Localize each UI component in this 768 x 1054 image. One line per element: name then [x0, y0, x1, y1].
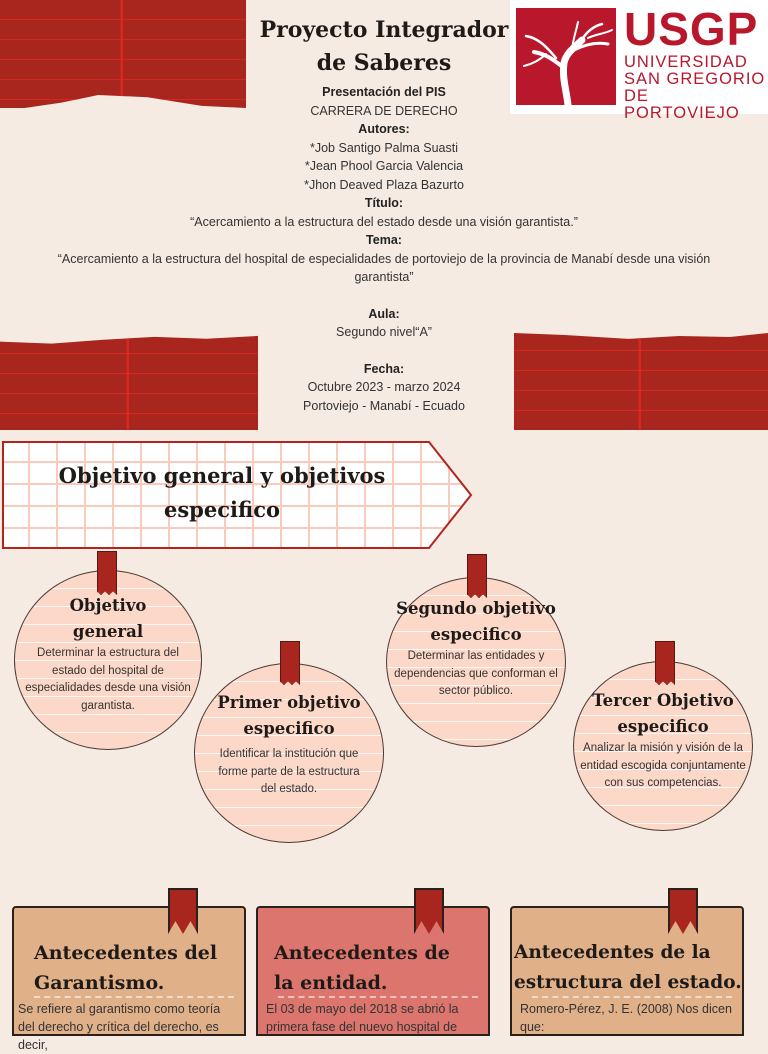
objective-text: Determinar las entidades y dependencias que conforman el sector público. [394, 650, 558, 697]
objective-title: Segundo objetivo [396, 599, 556, 618]
tape-icon [97, 551, 117, 595]
card-title-line: Garantismo. [34, 972, 165, 994]
objective-text: Determinar la estructura del estado del hospital de especialidades desde una visión garantista. [25, 647, 191, 712]
banner-heading [22, 459, 422, 527]
author: *Jhon Deaved Plaza Bazurto [304, 177, 464, 192]
objective-title: general [72, 622, 144, 641]
logo-line: DE PORTOVIEJO [624, 87, 740, 122]
date-label: Fecha: [363, 361, 405, 376]
objective-text: Analizar la misión y visión de la entidad escogida conjuntamente con sus competencias. [580, 742, 746, 789]
project-topic: “Acercamiento a la estructura del hospital de especialidades de portoviejo de la provincia de Manabí desde una visión garantista” [57, 251, 711, 284]
card-title [514, 938, 742, 998]
authors-label: Autores: [358, 122, 410, 136]
objective-title: especifico [243, 719, 335, 738]
project-info [40, 83, 728, 415]
card-text: Romero-Pérez, J. E. (2008) Nos dicen que: [520, 1002, 732, 1034]
title-label: Título: [364, 196, 404, 210]
tape-icon [655, 641, 675, 685]
objective-second-circle [386, 577, 566, 747]
classroom-label: Aula: [368, 306, 400, 321]
objective-title: especifico [617, 717, 709, 736]
objectives-banner [2, 441, 472, 549]
objective-title: Objetivo [69, 596, 147, 615]
objective-first-circle [194, 663, 384, 843]
title-line: de Saberes [316, 50, 452, 76]
objective-text: Identificar la institución que forme parte de la estructura del estado. [218, 748, 360, 795]
title-line: Proyecto Integrador [259, 17, 509, 43]
presentation-label: Presentación del PIS [322, 85, 446, 99]
objective-general-circle [14, 570, 202, 750]
objective-title: especifico [430, 625, 522, 644]
card-text: El 03 de mayo del 2018 se abrió la primera fase del nuevo hospital de [266, 1002, 459, 1034]
card-entidad [256, 906, 490, 1036]
objective-title: Tercer Objetivo [592, 691, 734, 710]
logo-line: SAN GREGORIO [624, 70, 766, 88]
career: CARRERA DE DERECHO [310, 103, 458, 118]
author: *Job Santigo Palma Suasti [309, 140, 458, 155]
card-text: Se refiere al garantismo como teoría del derecho y crítica del derecho, es decir, [18, 1002, 221, 1052]
banner-line: Objetivo general y objetivos [58, 463, 386, 488]
card-title [274, 938, 488, 998]
author: *Jean Phool Garcia Valencia [304, 159, 464, 173]
card-title-line: estructura del estado. [514, 972, 742, 993]
logo-acronym: USGP [624, 3, 759, 55]
banner-line: especifico [163, 497, 281, 522]
card-title-line: la entidad. [274, 972, 388, 994]
project-title: “Acercamiento a la estructura del estado desde una visión garantista.” [190, 214, 578, 229]
card-garantismo [12, 906, 246, 1052]
tape-icon [467, 554, 487, 598]
card-title [34, 938, 244, 998]
logo-line: UNIVERSIDAD [624, 53, 748, 71]
objective-third-circle [573, 661, 753, 831]
card-estructura [510, 906, 744, 1036]
page-title [250, 14, 518, 80]
classroom: Segundo nivel“A” [336, 325, 432, 339]
tape-icon [280, 641, 300, 685]
topic-label: Tema: [366, 233, 402, 247]
date: Octubre 2023 - marzo 2024 [307, 380, 461, 394]
card-title-line: Antecedentes de la [514, 942, 711, 963]
objective-title: Primer objetivo [217, 693, 361, 712]
card-title-line: Antecedentes de [274, 942, 450, 964]
location: Portoviejo - Manabí - Ecuado [303, 398, 465, 413]
card-title-line: Antecedentes del [34, 942, 218, 964]
